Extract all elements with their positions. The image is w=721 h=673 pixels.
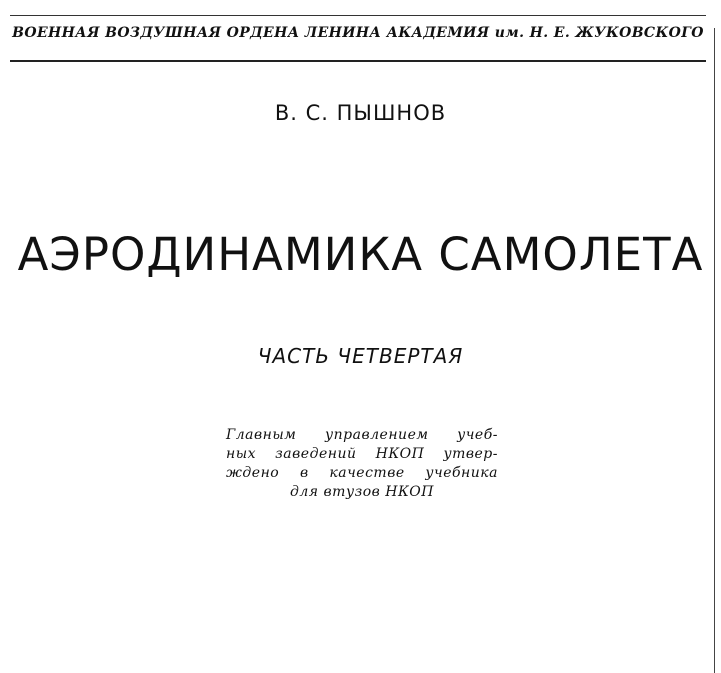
approval-line-2: ных заведений НКОП утвер- [226,446,498,462]
header-top-rule [10,15,706,16]
institution-name: ВОЕННАЯ ВОЗДУШНАЯ ОРДЕНА ЛЕНИНА АКАДЕМИЯ им. Н. Е. ЖУКОВСКОГО [12,25,704,41]
author-name: В. С. ПЫШНОВ [274,101,447,125]
approval-line-1: Главным управлением учеб- [226,427,498,443]
book-title: АЭРОДИНАМИКА САМОЛЕТА [17,228,704,281]
header-bottom-rule [10,60,706,62]
book-part: ЧАСТЬ ЧЕТВЕРТАЯ [257,344,464,368]
approval-line-4: для втузов НКОП [290,484,434,500]
approval-note [226,426,498,502]
approval-line-3: ждено в качестве учебника [226,465,498,481]
institution-header [10,15,706,65]
